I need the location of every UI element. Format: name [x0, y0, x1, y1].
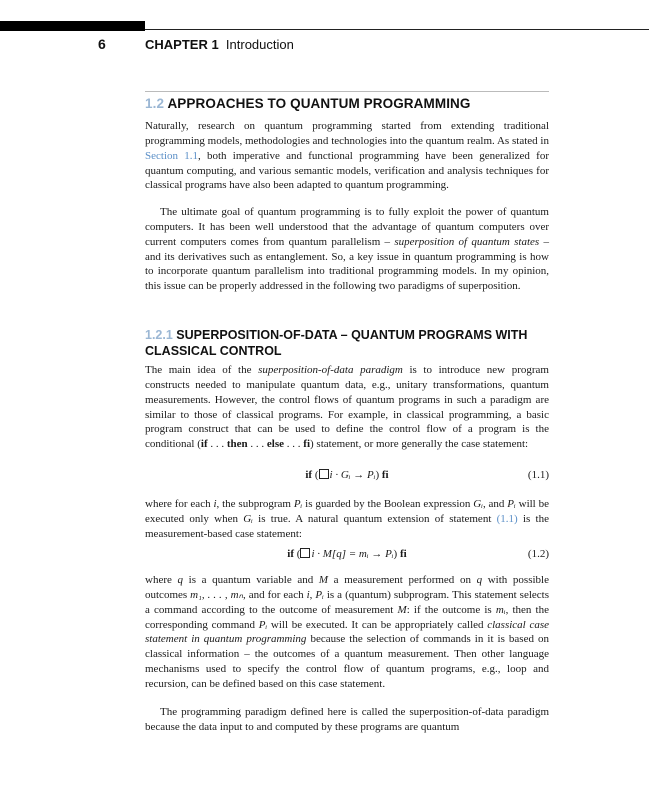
equation-body: if ( i · Gᵢ → Pᵢ) fi — [305, 469, 389, 481]
paragraph-1: Naturally, research on quantum programming started from extending traditional programming models, methodologies and technologies into the quantum realm. As stated in Section 1.1, both imperative and functional programming have been generalized for quantum computing, and various semantic models, verification and analysis techniques for classical programs have also been adapted to quantum programming. — [145, 120, 549, 192]
section-heading — [145, 96, 471, 111]
equation-1-1 — [145, 469, 549, 485]
page-number: 6 — [98, 36, 106, 52]
section-number: 1.2 — [145, 96, 165, 111]
section-link[interactable]: Section 1.1 — [145, 149, 198, 162]
chapter-title: Introduction — [225, 37, 294, 52]
paragraph-6: The programming paradigm defined here is called the superposition-of-data paradigm because the data input to and computed by these programs are quantum — [145, 706, 549, 733]
equation-body: if ( i · M[q] = mᵢ → Pᵢ) fi — [287, 548, 407, 560]
equation-link[interactable]: (1.1) — [496, 512, 518, 525]
section-title: APPROACHES TO QUANTUM PROGRAMMING — [167, 96, 471, 111]
box-operator-icon — [300, 548, 310, 558]
equation-1-2 — [145, 548, 549, 564]
equation-number: (1.1) — [527, 469, 549, 481]
subsection-title: SUPERPOSITION-OF-DATA – QUANTUM PROGRAMS WITH CLASSICAL CONTROL — [145, 328, 528, 358]
paragraph-2: The ultimate goal of quantum programming is to fully exploit the power of quantum computers. It has been well understood that the advantage of quantum computers over current computers comes from quantum parallelism – superposition of quantum states – and its derivatives such as entanglement. So, a key issue in quantum programming is how to incorporate quantum parallelism into traditional programming models. In my opinion, this issue can be properly addressed in the following two paradigms of superposition. — [145, 206, 549, 293]
subsection-number: 1.2.1 — [145, 328, 173, 342]
box-operator-icon — [319, 469, 329, 479]
running-header — [145, 37, 294, 52]
paragraph-3: The main idea of the superposition-of-data paradigm is to introduce new program constructs needed to manipulate quantum data, e.g., unitary transformations, quantum measurements. However, the control flows of quantum programs in such a paradigm are similar to those of classical programs. For example, in classical programming, a basic program construct that can be used to define the control flow of a program is the conditional (if . . . then . . . else . . . fi) statement, or more generally the case statement: — [145, 364, 549, 451]
chapter-label: CHAPTER 1 — [145, 37, 219, 52]
paragraph-5: where q is a quantum variable and M a measurement performed on q with possible outcomes m₁, . . . , mₙ, and for each i, Pᵢ is a (quantum) subprogram. This statement selects a command according to the outcome of measurement M: if the outcome is mᵢ, then the corresponding command Pᵢ will be executed. It can be appropriately called classical case statement in quantum programming because the selection of commands in it is based on classical information – the outcomes of a quantum measurement. Then other language mechanisms used to specify the control flow of quantum programs, e.g., loop and recursion, can be defined based on this case statement. — [145, 574, 549, 690]
equation-number: (1.2) — [527, 548, 549, 560]
subsection-heading — [145, 327, 549, 359]
header-bar — [0, 21, 145, 31]
header-rule — [145, 29, 649, 30]
section-rule — [145, 91, 549, 92]
paragraph-4: where for each i, the subprogram Pᵢ is guarded by the Boolean expression Gᵢ, and Pᵢ will be executed only when Gᵢ is true. A natural quantum extension of statement (1.1) is the measurement-based case statement: — [145, 498, 550, 540]
